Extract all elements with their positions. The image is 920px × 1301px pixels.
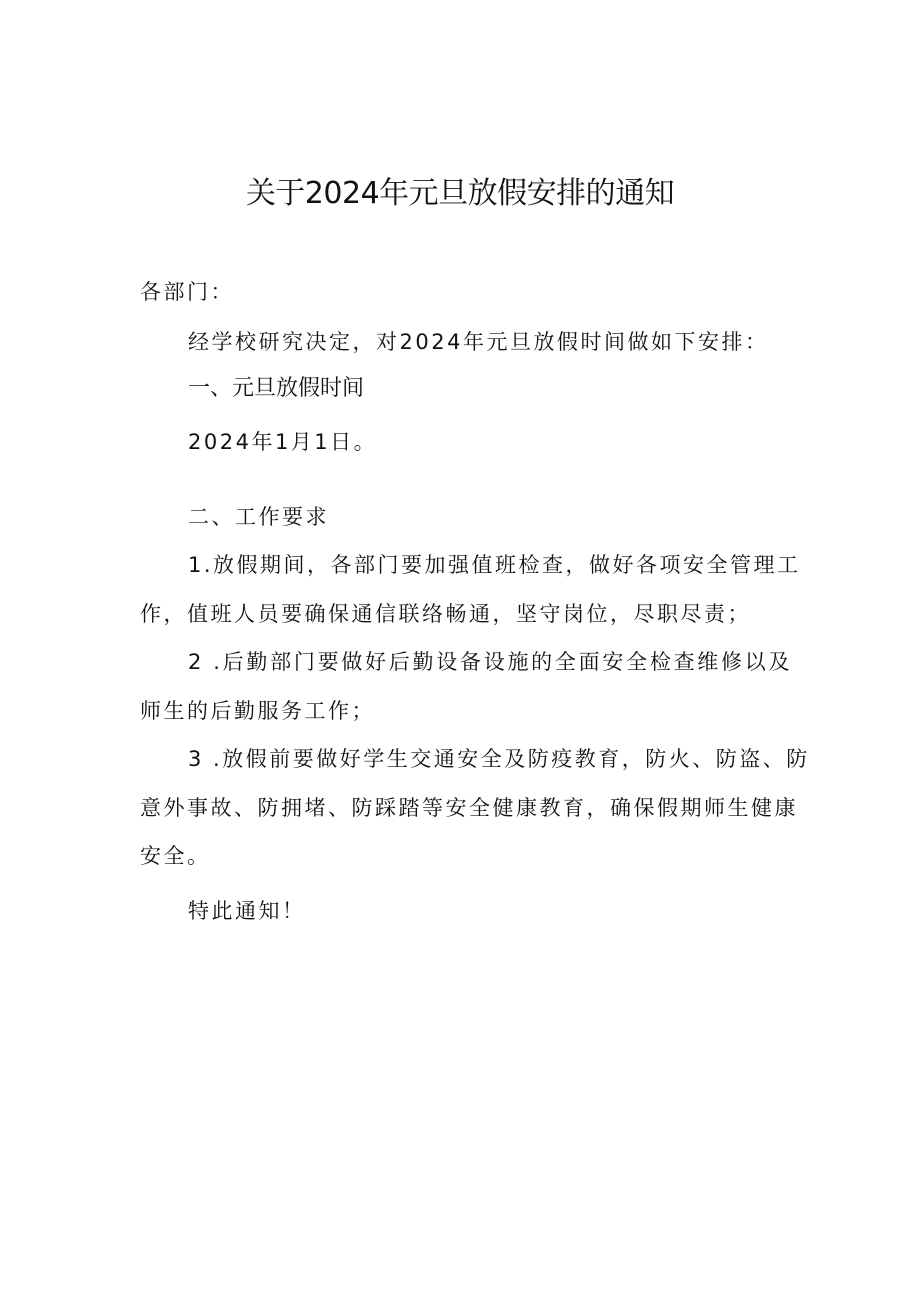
item3-line2: 意外事故、防拥堵、防踩踏等安全健康教育，确保假期师生健康 xyxy=(140,796,798,820)
item2-line1: 2 .后勤部门要做好后勤设备设施的全面安全检查维修以及 xyxy=(188,650,792,674)
section2-heading: 二、工作要求 xyxy=(188,505,329,529)
item2-line2: 师生的后勤服务工作； xyxy=(140,699,375,723)
item1-line1: 1.放假期间，各部门要加强值班检查，做好各项安全管理工 xyxy=(188,553,801,577)
section1-body: 2024年1月1日。 xyxy=(188,430,378,454)
item1-line2: 作，值班人员要确保通信联络畅通，坚守岗位，尽职尽责； xyxy=(140,602,751,626)
notice-title: 关于2024年元旦放假安排的通知 xyxy=(245,176,675,211)
salutation: 各部门： xyxy=(140,280,234,304)
item3-line3: 安全。 xyxy=(140,844,211,868)
intro-paragraph: 经学校研究决定，对2024年元旦放假时间做如下安排： xyxy=(188,330,769,354)
item3-line1: 3 .放假前要做好学生交通安全及防疫教育，防火、防盗、防 xyxy=(188,747,810,771)
closing-line: 特此通知！ xyxy=(188,899,306,923)
section1-heading: 一、元旦放假时间 xyxy=(188,376,365,401)
